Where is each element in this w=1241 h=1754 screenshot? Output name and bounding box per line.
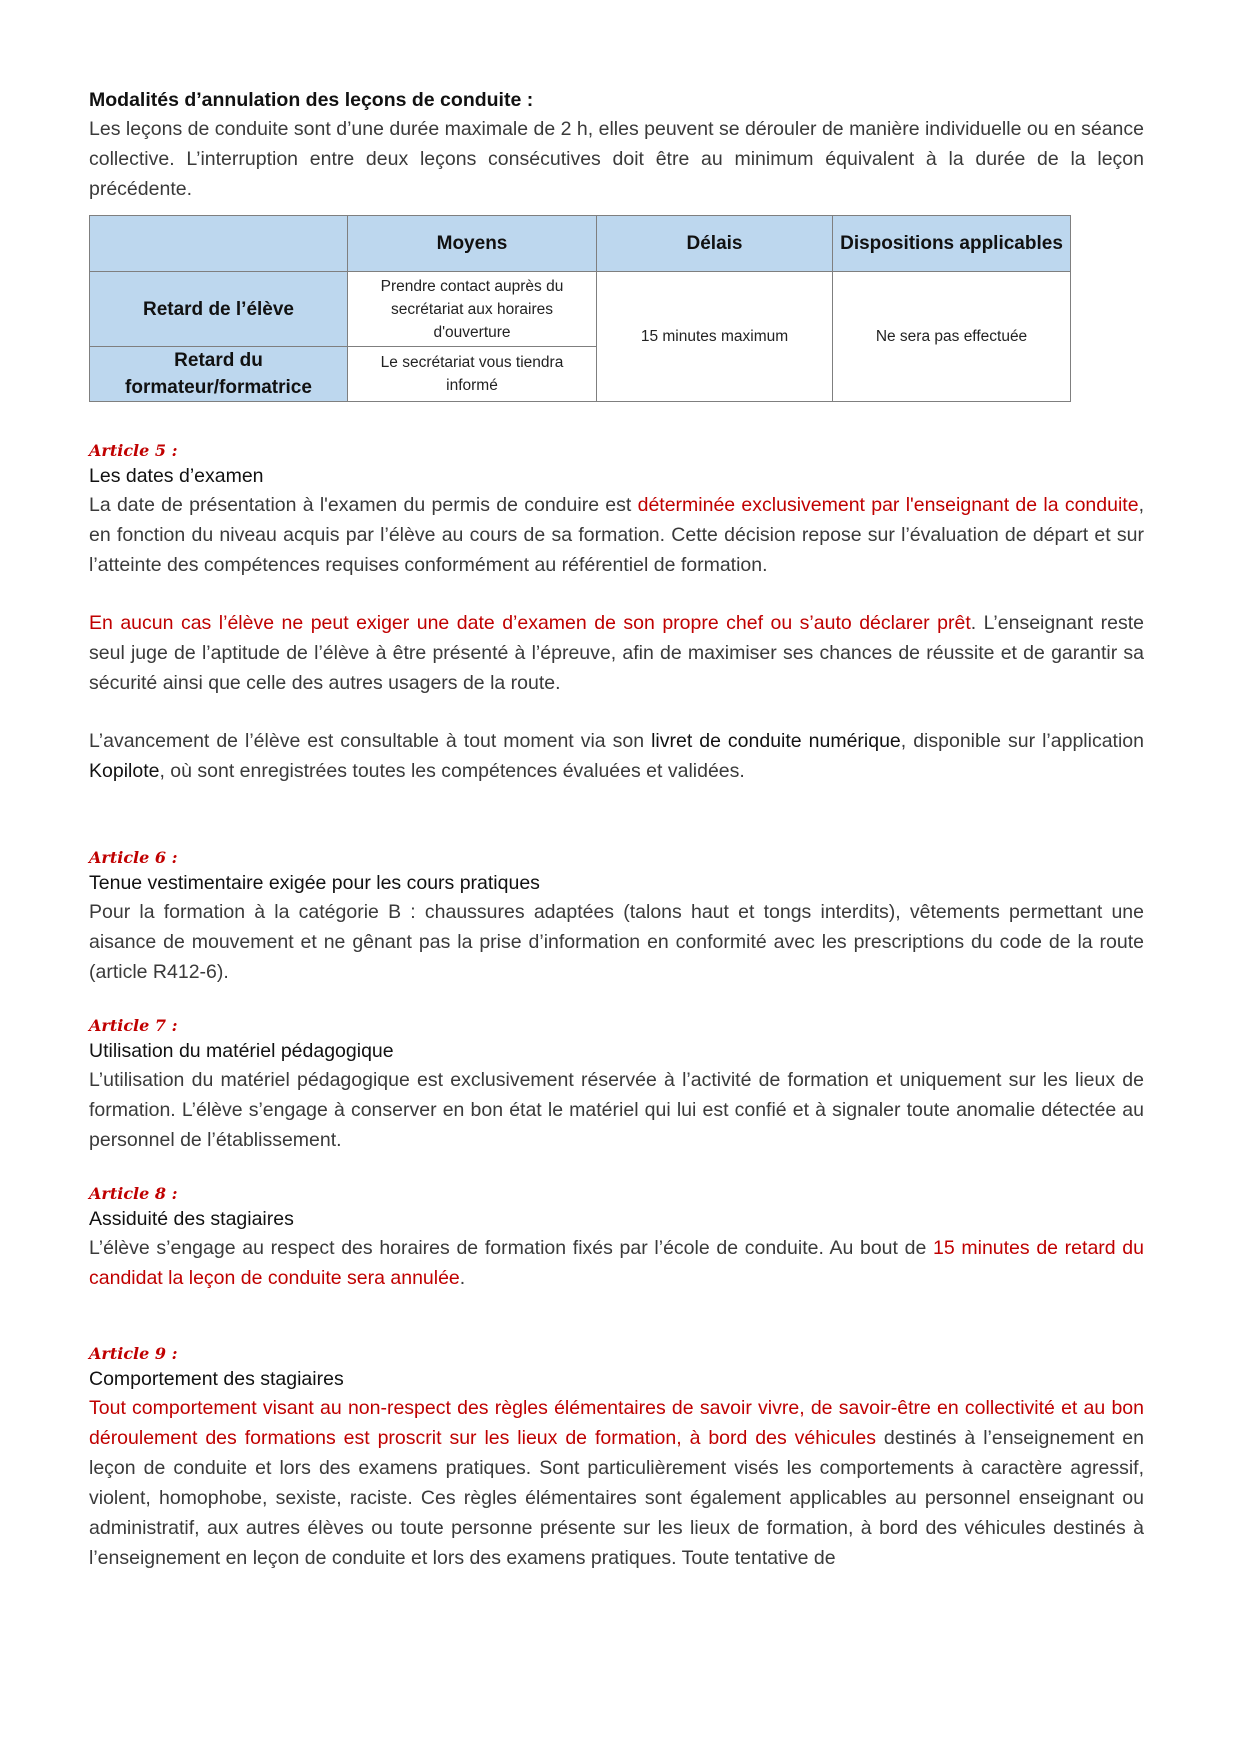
highlight-text: 15 minutes de retard du candidat la leçon de conduite sera annulée [89, 1237, 1144, 1289]
article-9-title: Comportement des stagiaires [89, 1368, 344, 1390]
table-header-empty [90, 216, 348, 272]
text-span: L’avancement de l’élève est consultable à tout moment via son [89, 730, 652, 752]
row-label-trainer-late: Retard du formateur/formatrice [90, 347, 348, 402]
text-span: , disponible sur l’application [900, 730, 1144, 752]
table-header-dispositions: Dispositions applicables [833, 216, 1071, 272]
text-span: La date de présentation à l'examen du permis de conduire est [89, 494, 638, 516]
article-7-section [89, 1015, 1144, 1155]
row-moyens-student-late: Prendre contact auprès du secrétariat aux horaires d'ouverture [348, 272, 597, 347]
table-row [90, 272, 1071, 347]
table-header-moyens: Moyens [348, 216, 597, 272]
table-header-delais: Délais [597, 216, 833, 272]
table-cell-delais: 15 minutes maximum [597, 272, 833, 402]
article-6-label: Article 6 : [89, 848, 178, 867]
cancellation-heading: Modalités d’annulation des leçons de conduite : [89, 89, 534, 111]
text-span: L’élève s’engage au respect des horaires de formation fixés par l’école de conduite. Au bout de [89, 1237, 933, 1259]
article-8-title: Assiduité des stagiaires [89, 1208, 294, 1230]
article-5-paragraph-3 [89, 726, 1144, 786]
highlight-text: En aucun cas l’élève ne peut exiger une date d’examen de son propre chef ou s’auto déclarer prêt [89, 612, 971, 634]
text-span: destinés à l’enseignement en leçon de conduite et lors des examens pratiques. Sont particulièrement visés les comportements à caractère agressif, violent, homophobe, sexiste, raciste. Ces règles élémentaires sont également applicables au personnel enseignant ou administratif, aux autres élèves ou toute personne présente sur les lieux de formation, à bord des véhicules destinés à l’enseignement en leçon de conduite et lors des examens pratiques. Toute tentative de [89, 1427, 1144, 1569]
article-8-paragraph [89, 1233, 1144, 1293]
cancellation-paragraph: Les leçons de conduite sont d’une durée maximale de 2 h, elles peuvent se dérouler de manière individuelle ou en séance collective. L’interruption entre deux leçons consécutives doit être au minimum équivalent à la durée de la leçon précédente. [89, 118, 1144, 200]
cancellation-table [89, 215, 1071, 402]
article-9-label: Article 9 : [89, 1344, 178, 1363]
keyword-text: Kopilote [89, 760, 160, 782]
document-page [89, 86, 1144, 1573]
row-label-student-late: Retard de l’élève [90, 272, 348, 347]
article-5-paragraph-1 [89, 490, 1144, 580]
highlight-text: Tout comportement visant au non-respect des règles élémentaires de savoir vivre, de savoir-être en collectivité et au bon déroulement des formations est proscrit sur les lieux de formation, à bord des véhicules [89, 1397, 1144, 1449]
article-8-label: Article 8 : [89, 1184, 178, 1203]
table-cell-dispositions: Ne sera pas effectuée [833, 272, 1071, 402]
highlight-text: déterminée exclusivement par l'enseignant de la conduite [637, 494, 1139, 516]
text-span: , où sont enregistrées toutes les compétences évaluées et validées. [159, 760, 745, 782]
article-6-paragraph: Pour la formation à la catégorie B : chaussures adaptées (talons haut et tongs interdits), vêtements permettant une aisance de mouvement et ne gênant pas la prise d’information en conformité avec les prescriptions du code de la route (article R412-6). [89, 901, 1144, 983]
article-7-label: Article 7 : [89, 1016, 178, 1035]
text-span: . L’enseignant reste seul juge de l’aptitude de l’élève à être présenté à l’épreuve, afin de maximiser ses chances de réussite et de garantir sa sécurité ainsi que celle des autres usagers de la route. [89, 612, 1145, 694]
article-9-section [89, 1343, 1144, 1573]
article-6-title: Tenue vestimentaire exigée pour les cours pratiques [89, 872, 540, 894]
article-7-paragraph: L’utilisation du matériel pédagogique est exclusivement réservée à l’activité de formation et uniquement sur les lieux de formation. L’élève s’engage à conserver en bon état le matériel qui lui est confié et à signaler toute anomalie détectée au personnel de l’établissement. [89, 1069, 1144, 1151]
article-7-title: Utilisation du matériel pédagogique [89, 1040, 394, 1062]
article-8-section [89, 1183, 1144, 1293]
article-5-label: Article 5 : [89, 441, 178, 460]
keyword-text: livret de conduite numérique [651, 730, 901, 752]
article-6-section [89, 847, 1144, 987]
article-5-title: Les dates d’examen [89, 465, 264, 487]
text-span: , en fonction du niveau acquis par l’élève au cours de sa formation. Cette décision repose sur l’évaluation de départ et sur l’atteinte des compétences requises conformément au référentiel de formation. [89, 494, 1144, 576]
text-span: . [459, 1267, 466, 1289]
article-5-section [89, 440, 1144, 786]
article-5-paragraph-2 [89, 608, 1144, 698]
table-header-row [90, 216, 1071, 272]
article-9-paragraph [89, 1393, 1144, 1573]
row-moyens-trainer-late: Le secrétariat vous tiendra informé [348, 347, 597, 402]
